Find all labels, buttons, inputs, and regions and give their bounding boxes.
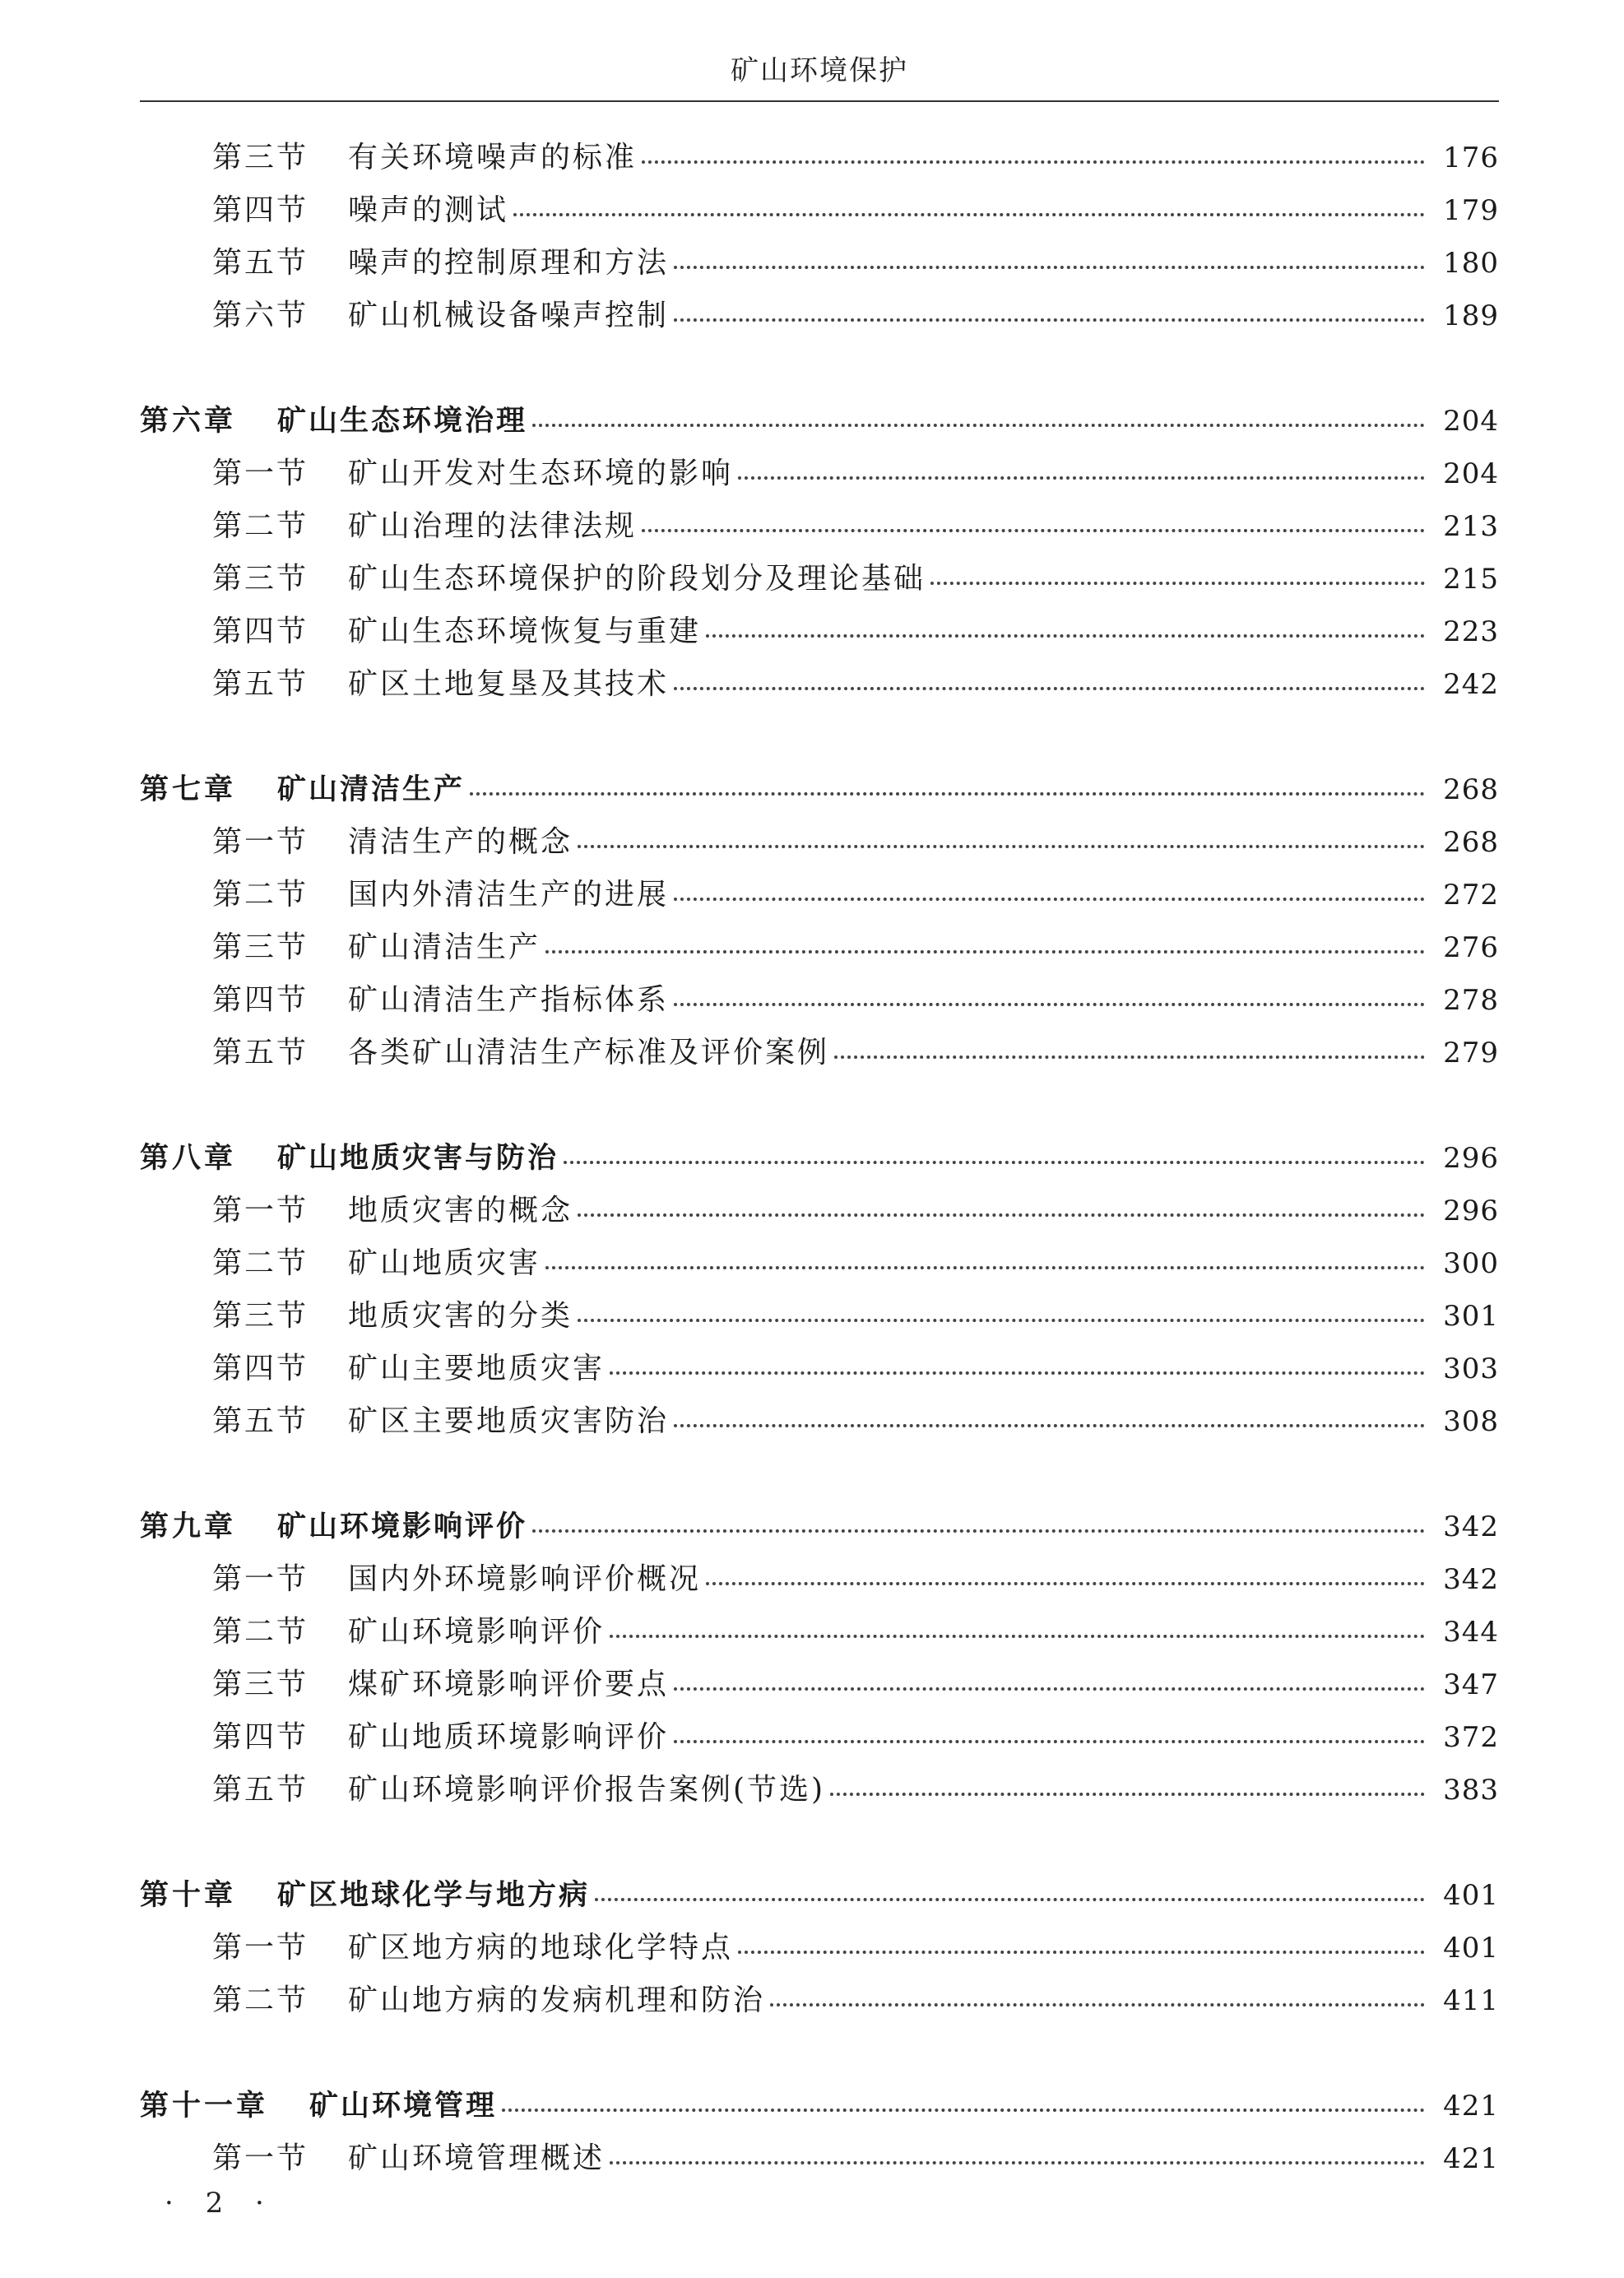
toc-chapter-group <box>140 1869 1499 2027</box>
dot-leader <box>738 476 1425 480</box>
section-title: 矿山环境管理概述 <box>348 2141 606 2175</box>
section-title: 矿山地质灾害 <box>348 1246 541 1280</box>
dot-leader <box>610 1635 1425 1638</box>
page-ref: 242 <box>1443 668 1499 701</box>
toc-section-row <box>140 1027 1499 1079</box>
section-number: 第一节 <box>212 1931 309 1965</box>
section-number: 第三节 <box>212 1668 309 1701</box>
header-divider <box>140 100 1499 102</box>
section-number: 第四节 <box>212 1720 309 1754</box>
section-number: 第三节 <box>212 562 309 596</box>
section-title: 国内外环境影响评价概况 <box>348 1562 702 1596</box>
toc-section-row <box>140 2132 1499 2185</box>
toc-section-row <box>140 1606 1499 1659</box>
dot-leader <box>770 2003 1425 2007</box>
section-title: 矿区地方病的地球化学特点 <box>348 1931 734 1965</box>
toc-section-row <box>140 184 1499 237</box>
dot-leader <box>578 1213 1425 1217</box>
section-title: 矿山主要地质灾害 <box>348 1352 606 1385</box>
chapter-title: 矿山清洁生产 <box>277 773 466 806</box>
toc-section-row <box>140 1185 1499 1237</box>
table-of-contents <box>140 132 1499 2185</box>
chapter-number: 第七章 <box>140 773 237 806</box>
page-ref: 279 <box>1443 1037 1499 1069</box>
section-title: 矿山地方病的发病机理和防治 <box>348 1983 766 2017</box>
section-number: 第三节 <box>212 141 309 174</box>
section-number: 第一节 <box>212 1194 309 1227</box>
dot-leader <box>738 1951 1425 1954</box>
chapter-number: 第九章 <box>140 1510 237 1543</box>
section-title: 矿山环境影响评价 <box>348 1615 606 1649</box>
page-ref: 223 <box>1443 615 1499 648</box>
toc-section-row <box>140 658 1499 711</box>
toc-section-row <box>140 921 1499 974</box>
section-title: 清洁生产的概念 <box>348 825 573 859</box>
chapter-title: 矿山生态环境治理 <box>277 405 528 438</box>
dot-leader <box>674 266 1425 269</box>
chapter-number: 第十章 <box>140 1879 237 1912</box>
running-header: 矿山环境保护 <box>731 54 908 87</box>
dot-leader <box>578 845 1425 848</box>
section-number: 第二节 <box>212 878 309 912</box>
dot-leader <box>930 582 1425 585</box>
chapter-number: 第十一章 <box>140 2090 269 2123</box>
dot-leader <box>564 1161 1425 1164</box>
page-ref: 215 <box>1443 563 1499 596</box>
toc-section-row <box>140 237 1499 290</box>
section-title: 矿区主要地质灾害防治 <box>348 1404 670 1438</box>
toc-chapter-row <box>140 763 1499 816</box>
dot-leader <box>706 634 1425 638</box>
dot-leader <box>674 898 1425 901</box>
section-number: 第一节 <box>212 1562 309 1596</box>
dot-leader <box>674 687 1425 690</box>
page-ref: 308 <box>1443 1405 1499 1438</box>
toc-section-row <box>140 1553 1499 1606</box>
section-title: 矿山环境影响评价报告案例(节选) <box>348 1773 826 1807</box>
section-title: 矿山机械设备噪声控制 <box>348 299 670 332</box>
dot-leader <box>532 1529 1425 1533</box>
toc-chapter-group <box>140 763 1499 1079</box>
section-number: 第二节 <box>212 1246 309 1280</box>
toc-section-row <box>140 816 1499 869</box>
section-title: 矿山清洁生产指标体系 <box>348 983 670 1017</box>
toc-section-row <box>140 290 1499 342</box>
toc-chapter-group <box>140 395 1499 711</box>
chapter-title: 矿山地质灾害与防治 <box>277 1142 559 1175</box>
dot-leader <box>674 1003 1425 1006</box>
page-number: · 2 · <box>165 2187 276 2220</box>
dot-leader <box>513 213 1425 216</box>
chapter-title: 矿山环境管理 <box>309 2090 498 2123</box>
page-ref: 401 <box>1443 1932 1499 1965</box>
section-number: 第四节 <box>212 1352 309 1385</box>
dot-leader <box>830 1793 1425 1796</box>
toc-chapter-row <box>140 395 1499 448</box>
page-ref: 272 <box>1443 879 1499 912</box>
dot-leader <box>545 950 1425 953</box>
section-number: 第五节 <box>212 1404 309 1438</box>
toc-chapter-group <box>140 1132 1499 1448</box>
section-number: 第二节 <box>212 1983 309 2017</box>
toc-chapter-row <box>140 1132 1499 1185</box>
page-ref: 372 <box>1443 1721 1499 1754</box>
dot-leader <box>674 1424 1425 1427</box>
section-number: 第四节 <box>212 615 309 648</box>
section-title: 有关环境噪声的标准 <box>348 141 638 174</box>
section-title: 矿山清洁生产 <box>348 930 541 964</box>
page-ref: 401 <box>1443 1879 1499 1912</box>
page-ref: 303 <box>1443 1352 1499 1385</box>
section-title: 矿山地质环境影响评价 <box>348 1720 670 1754</box>
page-ref: 296 <box>1443 1195 1499 1227</box>
page-ref: 421 <box>1443 2090 1499 2123</box>
page-ref: 189 <box>1443 299 1499 332</box>
toc-section-row <box>140 869 1499 921</box>
section-number: 第二节 <box>212 1615 309 1649</box>
page-ref: 268 <box>1443 773 1499 806</box>
page-ref: 213 <box>1443 510 1499 543</box>
chapter-number: 第六章 <box>140 405 237 438</box>
section-number: 第一节 <box>212 2141 309 2175</box>
section-number: 第五节 <box>212 246 309 280</box>
dot-leader <box>834 1055 1425 1059</box>
section-number: 第一节 <box>212 825 309 859</box>
page-ref: 276 <box>1443 931 1499 964</box>
toc-section-row <box>140 1711 1499 1764</box>
section-number: 第四节 <box>212 193 309 227</box>
section-title: 噪声的测试 <box>348 193 509 227</box>
dot-leader <box>532 424 1425 427</box>
section-title: 煤矿环境影响评价要点 <box>348 1668 670 1701</box>
page-ref: 204 <box>1443 457 1499 490</box>
toc-section-row <box>140 1237 1499 1290</box>
dot-leader <box>642 529 1425 532</box>
toc-section-row <box>140 974 1499 1027</box>
section-number: 第三节 <box>212 1299 309 1333</box>
toc-chapter-row <box>140 1501 1499 1553</box>
section-number: 第二节 <box>212 509 309 543</box>
dot-leader <box>610 1371 1425 1375</box>
toc-chapter-group <box>140 1501 1499 1816</box>
dot-leader <box>470 792 1425 796</box>
section-title: 矿山生态环境保护的阶段划分及理论基础 <box>348 562 926 596</box>
page-ref: 300 <box>1443 1247 1499 1280</box>
toc-chapter-row <box>140 1869 1499 1922</box>
page-ref: 268 <box>1443 826 1499 859</box>
dot-leader <box>674 1687 1425 1691</box>
section-title: 各类矿山清洁生产标准及评价案例 <box>348 1036 830 1069</box>
toc-section-row <box>140 553 1499 605</box>
section-number: 第五节 <box>212 1036 309 1069</box>
section-number: 第五节 <box>212 1773 309 1807</box>
section-title: 矿山开发对生态环境的影响 <box>348 457 734 490</box>
page-ref: 180 <box>1443 247 1499 280</box>
toc-section-row <box>140 1974 1499 2027</box>
toc-section-row <box>140 448 1499 500</box>
toc-section-row <box>140 605 1499 658</box>
dot-leader <box>642 160 1425 164</box>
toc-chapter-group <box>140 132 1499 342</box>
dot-leader <box>502 2109 1425 2112</box>
section-title: 噪声的控制原理和方法 <box>348 246 670 280</box>
page-ref: 278 <box>1443 984 1499 1017</box>
page-ref: 342 <box>1443 1563 1499 1596</box>
toc-section-row <box>140 1922 1499 1974</box>
page-ref: 204 <box>1443 405 1499 438</box>
section-title: 地质灾害的概念 <box>348 1194 573 1227</box>
page-ref: 176 <box>1443 142 1499 174</box>
toc-section-row <box>140 1395 1499 1448</box>
page-ref: 179 <box>1443 194 1499 227</box>
chapter-number: 第八章 <box>140 1142 237 1175</box>
dot-leader <box>545 1266 1425 1269</box>
toc-section-row <box>140 1343 1499 1395</box>
toc-section-row <box>140 500 1499 553</box>
chapter-title: 矿区地球化学与地方病 <box>277 1879 591 1912</box>
section-title: 地质灾害的分类 <box>348 1299 573 1333</box>
page-ref: 296 <box>1443 1142 1499 1175</box>
section-number: 第六节 <box>212 299 309 332</box>
section-title: 国内外清洁生产的进展 <box>348 878 670 912</box>
toc-chapter-row <box>140 2080 1499 2132</box>
page-ref: 301 <box>1443 1300 1499 1333</box>
dot-leader <box>610 2161 1425 2164</box>
dot-leader <box>674 1740 1425 1743</box>
section-title: 矿区土地复垦及其技术 <box>348 667 670 701</box>
section-number: 第三节 <box>212 930 309 964</box>
page-ref: 342 <box>1443 1510 1499 1543</box>
page-ref: 411 <box>1443 1984 1499 2017</box>
page-ref: 347 <box>1443 1668 1499 1701</box>
section-number: 第一节 <box>212 457 309 490</box>
toc-section-row <box>140 1659 1499 1711</box>
dot-leader <box>595 1898 1425 1901</box>
dot-leader <box>578 1319 1425 1322</box>
dot-leader <box>674 318 1425 322</box>
toc-section-row <box>140 1290 1499 1343</box>
page-ref: 383 <box>1443 1774 1499 1807</box>
toc-section-row <box>140 1764 1499 1816</box>
toc-section-row <box>140 132 1499 184</box>
page-ref: 344 <box>1443 1616 1499 1649</box>
page-ref: 421 <box>1443 2142 1499 2175</box>
section-title: 矿山治理的法律法规 <box>348 509 638 543</box>
section-number: 第五节 <box>212 667 309 701</box>
section-number: 第四节 <box>212 983 309 1017</box>
section-title: 矿山生态环境恢复与重建 <box>348 615 702 648</box>
dot-leader <box>706 1582 1425 1585</box>
toc-chapter-group <box>140 2080 1499 2185</box>
chapter-title: 矿山环境影响评价 <box>277 1510 528 1543</box>
